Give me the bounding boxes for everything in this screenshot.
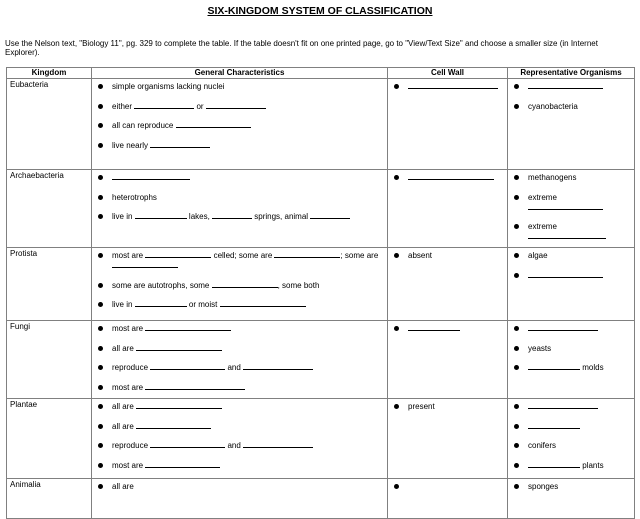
bullet-icon	[514, 443, 519, 448]
answer-blank[interactable]	[206, 102, 266, 109]
answer-blank[interactable]	[212, 281, 278, 288]
answer-blank[interactable]	[528, 461, 580, 468]
answer-blank[interactable]	[243, 363, 313, 370]
list-item	[512, 422, 631, 432]
bullet-icon	[514, 84, 519, 89]
list-item: molds	[512, 363, 631, 373]
representative-organisms	[508, 399, 635, 479]
list-item	[512, 82, 631, 92]
header-representative-organisms: Representative Organisms	[508, 68, 635, 79]
bullet-icon	[514, 463, 519, 468]
bullet-icon	[98, 302, 103, 307]
list-item	[512, 402, 631, 412]
list-item: heterotrophs	[96, 193, 384, 203]
list-item: live nearly	[96, 141, 384, 151]
bullet-icon	[394, 404, 399, 409]
answer-blank[interactable]	[112, 173, 190, 180]
answer-blank[interactable]	[150, 141, 210, 148]
bullet-icon	[98, 84, 103, 89]
list-item: most are	[96, 324, 384, 334]
answer-blank[interactable]	[145, 383, 245, 390]
list-item: all can reproduce	[96, 121, 384, 131]
bullet-icon	[394, 253, 399, 258]
row-eubacteria	[7, 79, 635, 170]
answer-blank[interactable]	[243, 441, 313, 448]
classification-table	[6, 67, 635, 519]
answer-blank[interactable]	[150, 363, 225, 370]
answer-blank[interactable]	[274, 251, 340, 258]
bullet-icon	[98, 326, 103, 331]
list-item: some are autotrophs, some , some both	[96, 281, 384, 291]
answer-blank[interactable]	[528, 324, 598, 331]
list-item: yeasts	[512, 344, 631, 354]
bullet-icon	[514, 484, 519, 489]
list-item: cyanobacteria	[512, 102, 631, 112]
list-item: most are	[96, 383, 384, 393]
list-item: all are	[96, 422, 384, 432]
representative-organisms	[508, 248, 635, 321]
bullet-icon	[514, 253, 519, 258]
bullet-icon	[394, 326, 399, 331]
representative-organisms	[508, 170, 635, 248]
answer-blank[interactable]	[136, 402, 222, 409]
answer-blank[interactable]	[408, 324, 460, 331]
bullet-icon	[98, 424, 103, 429]
bullet-icon	[514, 175, 519, 180]
answer-blank[interactable]	[136, 344, 222, 351]
answer-blank[interactable]	[528, 363, 580, 370]
answer-blank[interactable]	[176, 121, 251, 128]
list-item: extreme	[512, 222, 631, 242]
general-characteristics	[92, 248, 388, 321]
bullet-icon	[98, 253, 103, 258]
list-item: extreme	[512, 193, 631, 213]
bullet-icon	[514, 365, 519, 370]
cell-wall	[388, 399, 508, 479]
bullet-icon	[98, 214, 103, 219]
bullet-icon	[98, 385, 103, 390]
list-item: present	[392, 402, 504, 412]
answer-blank[interactable]	[145, 324, 231, 331]
list-item: simple organisms lacking nuclei	[96, 82, 384, 92]
answer-blank[interactable]	[136, 422, 211, 429]
general-characteristics	[92, 321, 388, 399]
bullet-icon	[514, 404, 519, 409]
bullet-icon	[514, 273, 519, 278]
bullet-icon	[514, 326, 519, 331]
kingdom-name: Fungi	[7, 321, 92, 399]
answer-blank[interactable]	[528, 422, 580, 429]
bullet-icon	[394, 84, 399, 89]
list-item: live in or moist	[96, 300, 384, 310]
list-item: all are	[96, 482, 384, 492]
kingdom-name: Eubacteria	[7, 79, 92, 170]
answer-blank[interactable]	[212, 212, 252, 219]
list-item	[392, 82, 504, 92]
bullet-icon	[98, 175, 103, 180]
bullet-icon	[98, 283, 103, 288]
cell-wall	[388, 170, 508, 248]
cell-wall	[388, 79, 508, 170]
row-protista	[7, 248, 635, 321]
answer-blank[interactable]	[135, 300, 187, 307]
list-item	[96, 173, 384, 183]
bullet-icon	[98, 346, 103, 351]
bullet-icon	[394, 484, 399, 489]
header-row	[7, 68, 635, 79]
row-fungi	[7, 321, 635, 399]
list-item	[392, 324, 504, 334]
general-characteristics	[92, 479, 388, 519]
answer-blank[interactable]	[408, 173, 494, 180]
row-animalia	[7, 479, 635, 519]
bullet-icon	[394, 175, 399, 180]
header-kingdom: Kingdom	[7, 68, 92, 79]
header-cell-wall: Cell Wall	[388, 68, 508, 79]
bullet-icon	[514, 424, 519, 429]
row-plantae	[7, 399, 635, 479]
list-item: algae	[512, 251, 631, 261]
answer-blank[interactable]	[408, 82, 498, 89]
answer-blank[interactable]	[150, 441, 225, 448]
bullet-icon	[98, 195, 103, 200]
kingdom-name: Protista	[7, 248, 92, 321]
list-item: all are	[96, 402, 384, 412]
answer-blank[interactable]	[220, 300, 306, 307]
answer-blank[interactable]	[112, 261, 178, 268]
general-characteristics	[92, 79, 388, 170]
bullet-icon	[98, 484, 103, 489]
answer-blank[interactable]	[528, 402, 598, 409]
answer-blank[interactable]	[528, 203, 603, 210]
list-item: most are celled; some are ; some are	[96, 251, 384, 271]
page-title: SIX-KINGDOM SYSTEM OF CLASSIFICATION	[207, 5, 433, 17]
answer-blank[interactable]	[528, 232, 606, 239]
representative-organisms	[508, 79, 635, 170]
list-item: either or	[96, 102, 384, 112]
list-item: live in lakes, springs, animal	[96, 212, 384, 222]
answer-blank[interactable]	[145, 461, 220, 468]
answer-blank[interactable]	[528, 271, 603, 278]
answer-blank[interactable]	[135, 212, 187, 219]
cell-wall	[388, 321, 508, 399]
bullet-icon	[514, 224, 519, 229]
general-characteristics	[92, 399, 388, 479]
list-item: reproduce and	[96, 363, 384, 373]
header-general-characteristics: General Characteristics	[92, 68, 388, 79]
list-item: reproduce and	[96, 441, 384, 451]
kingdom-name: Archaebacteria	[7, 170, 92, 248]
answer-blank[interactable]	[145, 251, 211, 258]
cell-wall	[388, 248, 508, 321]
kingdom-name: Plantae	[7, 399, 92, 479]
bullet-icon	[514, 346, 519, 351]
list-item: methanogens	[512, 173, 631, 183]
cell-wall	[388, 479, 508, 519]
answer-blank[interactable]	[310, 212, 350, 219]
list-item: plants	[512, 461, 631, 471]
instructions: Use the Nelson text, "Biology 11", pg. 329 to complete the table. If the table doesn't fit on one printed page, go to "View/Text Size" and choose a smaller size (in Internet Explorer).	[5, 39, 598, 57]
bullet-icon	[514, 195, 519, 200]
bullet-icon	[98, 104, 103, 109]
representative-organisms	[508, 321, 635, 399]
bullet-icon	[98, 443, 103, 448]
general-characteristics	[92, 170, 388, 248]
list-item: sponges	[512, 482, 631, 492]
kingdom-name: Animalia	[7, 479, 92, 519]
list-item	[512, 271, 631, 281]
row-archaebacteria	[7, 170, 635, 248]
bullet-icon	[98, 365, 103, 370]
bullet-icon	[98, 123, 103, 128]
list-item: most are	[96, 461, 384, 471]
list-item: conifers	[512, 441, 631, 451]
answer-blank[interactable]	[528, 82, 603, 89]
list-item	[512, 324, 631, 334]
bullet-icon	[514, 104, 519, 109]
representative-organisms	[508, 479, 635, 519]
list-item: all are	[96, 344, 384, 354]
list-item: absent	[392, 251, 504, 261]
bullet-icon	[98, 404, 103, 409]
list-item	[392, 173, 504, 183]
bullet-icon	[98, 463, 103, 468]
answer-blank[interactable]	[134, 102, 194, 109]
bullet-icon	[98, 143, 103, 148]
